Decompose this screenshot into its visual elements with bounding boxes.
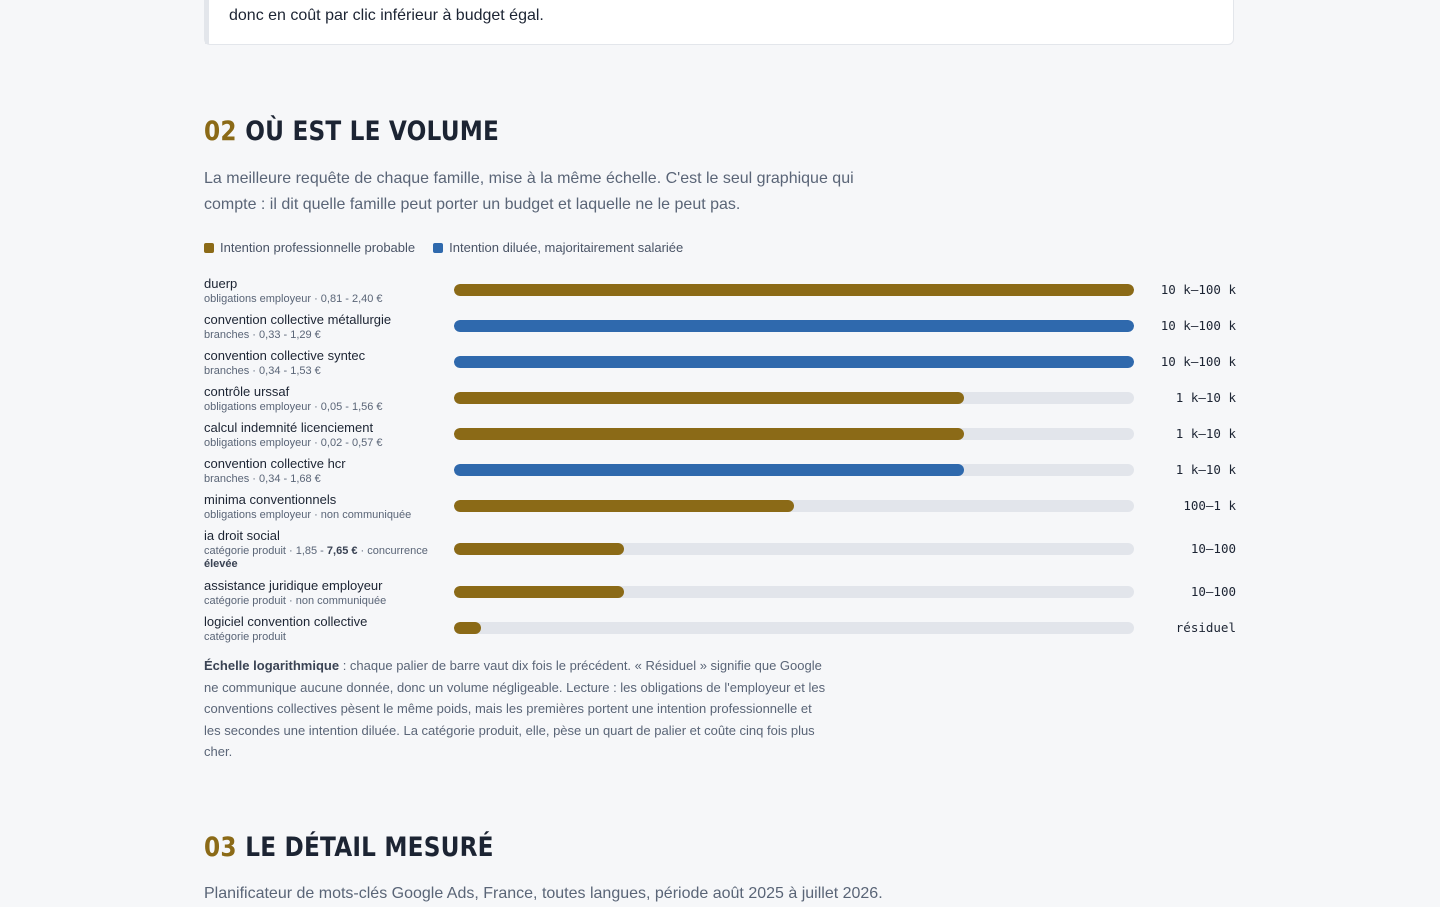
row-label [204,614,444,644]
bar-track [454,586,1134,598]
callout-box [204,0,1234,45]
section-number: 02 [204,116,237,147]
section-heading: LE DÉTAIL MESURÉ [245,832,494,863]
row-query-name: convention collective syntec [204,348,366,363]
section-02-title [204,116,499,147]
section-heading: OÙ EST LE VOLUME [245,116,500,147]
legend-swatch [433,243,443,253]
bar-value-label: 1 k–10 k [1175,462,1236,477]
row-label [204,420,444,450]
row-subtitle [204,545,444,571]
section-02-lead: La meilleure requête de chaque famille, mise à la même échelle. C'est le seul graphique qui compte : il dit quelle famille peut porter un budget et laquelle ne le peut pas. [204,170,854,213]
row-label [204,456,444,486]
row-subtitle: obligations employeur · 0,02 - 0,57 € [204,437,383,449]
bar [454,284,1134,296]
legend-item-professional [204,240,415,255]
row-subtitle-part: 7,65 € [326,545,358,557]
bar [454,428,964,440]
chart-note [204,655,829,763]
bar-value-label: 1 k–10 k [1175,390,1236,405]
bar-track [454,622,1134,634]
bar [454,543,624,555]
bar-value-label: 10 k–100 k [1160,354,1236,369]
row-subtitle: obligations employeur · 0,81 - 2,40 € [204,293,383,305]
row-label [204,492,444,522]
bar-track [454,284,1134,296]
legend-label: Intention diluée, majoritairement salariée [449,240,684,255]
legend-item-diluted [433,240,683,255]
row-query-name: ia droit social [204,528,280,543]
bar-value-label: 10 k–100 k [1160,318,1236,333]
note-strong: Échelle logarithmique [204,658,340,673]
row-label [204,528,444,571]
bar [454,464,964,476]
row-query-name: convention collective hcr [204,456,346,471]
legend-label: Intention professionnelle probable [220,240,416,255]
row-subtitle: branches · 0,34 - 1,68 € [204,473,321,485]
bar [454,622,481,634]
row-subtitle: branches · 0,33 - 1,29 € [204,329,321,341]
row-subtitle: catégorie produit · non communiquée [204,595,387,607]
section-03-lead: Planificateur de mots-clés Google Ads, France, toutes langues, période août 2025 à juillet 2026. [204,885,883,902]
bar [454,356,1134,368]
row-subtitle: catégorie produit [204,631,286,643]
chart-legend [204,240,701,255]
bar-track [454,356,1134,368]
bar [454,320,1134,332]
row-query-name: convention collective métallurgie [204,312,392,327]
section-number: 03 [204,832,237,863]
legend-swatch [204,243,214,253]
bar [454,500,794,512]
row-label [204,384,444,414]
callout-text: donc en coût par clic inférieur à budget égal. [229,7,544,24]
row-subtitle-part: · concurrence [357,545,428,557]
bar [454,586,624,598]
bar-track [454,543,1134,555]
row-query-name: calcul indemnité licenciement [204,420,374,435]
bar-value-label: 1 k–10 k [1175,426,1236,441]
row-subtitle: branches · 0,34 - 1,53 € [204,365,321,377]
row-subtitle-part: catégorie produit · 1,85 - [204,545,327,557]
bar-value-label: 10–100 [1190,541,1236,556]
row-query-name: duerp [204,276,238,291]
row-label [204,312,444,342]
row-label [204,276,444,306]
row-label [204,348,444,378]
bar-value-label: 10–100 [1190,584,1236,599]
row-query-name: assistance juridique employeur [204,578,383,593]
row-label [204,578,444,608]
bar-track [454,392,1134,404]
note-text: : chaque palier de barre vaut dix fois le précédent. « Résiduel » signifie que Google ne communique aucune donnée, donc un volume négligeable. Lecture : les obligations de l'employeur et les conventions collectives pèsent le même poids, mais les premières portent une intention professionnelle et les secondes une intention diluée. La catégorie produit, elle, pèse un quart de palier et coûte cinq fois plus cher. [204,658,826,759]
row-subtitle-part: élevée [204,558,238,570]
bar-value-label: 100–1 k [1183,498,1236,513]
row-subtitle: obligations employeur · non communiquée [204,509,412,521]
bar-track [454,500,1134,512]
bar-track [454,428,1134,440]
row-query-name: contrôle urssaf [204,384,290,399]
bar-value-label: 10 k–100 k [1160,282,1236,297]
row-query-name: minima conventionnels [204,492,337,507]
bar-track [454,320,1134,332]
row-query-name: logiciel convention collective [204,614,368,629]
bar-value-label: résiduel [1175,620,1236,635]
bar-track [454,464,1134,476]
bar [454,392,964,404]
row-subtitle: obligations employeur · 0,05 - 1,56 € [204,401,383,413]
section-03-title [204,832,494,863]
